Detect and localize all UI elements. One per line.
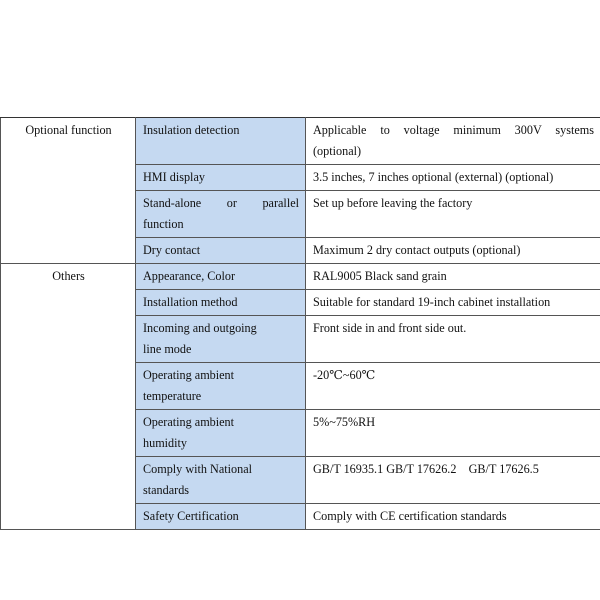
row-value: Suitable for standard 19-inch cabinet installation bbox=[306, 290, 600, 316]
row-label: Comply with National standards bbox=[136, 457, 306, 504]
row-label: Stand-alone or parallel function bbox=[136, 191, 306, 238]
row-label: Operating ambient temperature bbox=[136, 363, 306, 410]
row-value: 3.5 inches, 7 inches optional (external) (optional) bbox=[306, 165, 600, 191]
table-row bbox=[1, 264, 600, 290]
row-label: Incoming and outgoing line mode bbox=[136, 316, 306, 363]
row-value: RAL9005 Black sand grain bbox=[306, 264, 600, 290]
row-value: Maximum 2 dry contact outputs (optional) bbox=[306, 238, 600, 264]
row-value: Comply with CE certification standards bbox=[306, 504, 600, 530]
row-value: -20℃~60℃ bbox=[306, 363, 600, 410]
row-value: Set up before leaving the factory bbox=[306, 191, 600, 238]
row-label: Operating ambient humidity bbox=[136, 410, 306, 457]
row-label: Safety Certification bbox=[136, 504, 306, 530]
row-label: Insulation detection bbox=[136, 118, 306, 165]
row-value: Front side in and front side out. bbox=[306, 316, 600, 363]
row-label: HMI display bbox=[136, 165, 306, 191]
row-label: Installation method bbox=[136, 290, 306, 316]
row-label: Appearance, Color bbox=[136, 264, 306, 290]
row-value: GB/T 16935.1 GB/T 17626.2 GB/T 17626.5 bbox=[306, 457, 600, 504]
group-label: Optional function bbox=[1, 118, 136, 264]
table-row bbox=[1, 118, 600, 165]
row-value: Applicable to voltage minimum 300V systems (optional) bbox=[306, 118, 600, 165]
group-label: Others bbox=[1, 264, 136, 530]
row-label: Dry contact bbox=[136, 238, 306, 264]
row-value: 5%~75%RH bbox=[306, 410, 600, 457]
spec-table bbox=[0, 117, 600, 530]
